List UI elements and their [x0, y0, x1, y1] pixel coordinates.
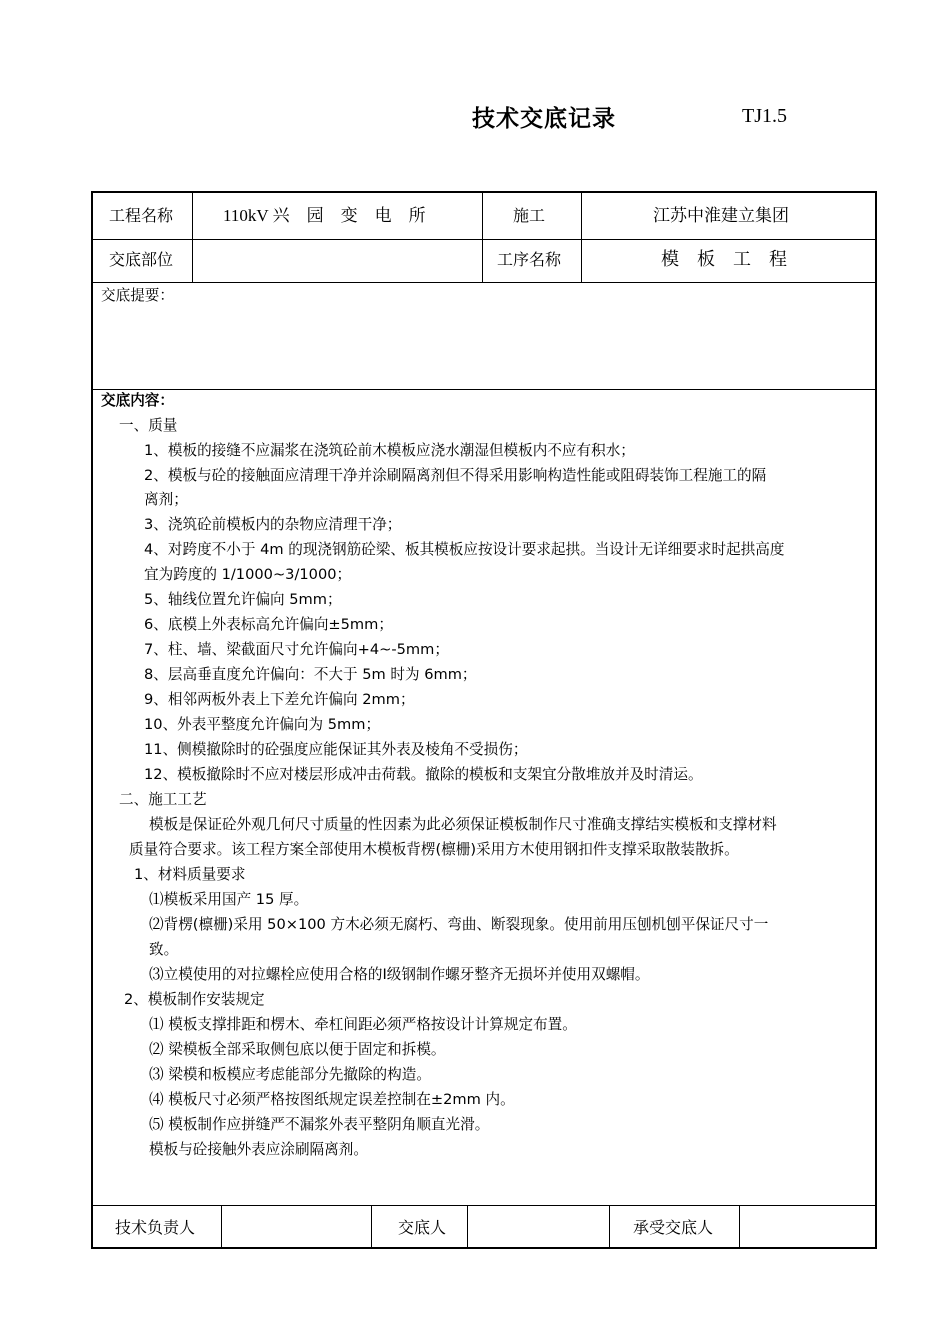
list-item: 3、浇筑砼前模板内的杂物应清理干净； — [144, 516, 402, 533]
project-name-value: 110kV 兴 园 变 电 所 — [223, 206, 426, 225]
list-item: 8、层高垂直度允许偏向：不大于 5m 时为 6mm； — [144, 666, 477, 683]
list-item: 1、模板的接缝不应漏浆在浇筑砼前木模板应浇水潮湿但模板内不应有积水； — [144, 442, 635, 459]
list-item: ⑶立模使用的对拉螺栓应使用合格的Ⅰ级钢制作螺牙整齐无损坏并使用双螺帽。 — [149, 966, 650, 983]
project-name-label: 工程名称 — [109, 206, 174, 225]
content-heading: 交底内容： — [101, 392, 174, 409]
list-item: 质量符合要求。该工程方案全部使用木模板背楞(檩栅)采用方木使用钢扣件支撑采取散装散拆。 — [129, 841, 739, 858]
list-item: ⑵背楞(檩栅)采用 50×100 方木必须无腐朽、弯曲、断裂现象。使用前用压刨机刨平保证尺寸一 — [149, 916, 769, 933]
list-item: 离剂； — [144, 491, 188, 508]
col-divider — [192, 193, 193, 282]
list-item: 宜为跨度的 1/1000~3/1000； — [144, 566, 352, 583]
list-item: 10、外表平整度允许偏向为 5mm； — [144, 716, 381, 733]
col-divider — [482, 193, 483, 282]
col-divider — [467, 1205, 468, 1249]
row-divider — [93, 282, 875, 283]
list-item: 致。 — [149, 941, 179, 958]
briefer-label: 交底人 — [398, 1218, 447, 1237]
list-item: ⑶ 梁模和板模应考虑能部分先撤除的构造。 — [149, 1066, 431, 1083]
list-item: ⑴模板采用国产 15 厚。 — [149, 891, 309, 908]
list-item: ⑴ 模板支撑排距和楞木、牵杠间距必须严格按设计计算规定布置。 — [149, 1016, 577, 1033]
row-divider — [93, 239, 875, 240]
list-item: 4、对跨度不小于 4m 的现浇钢筋砼梁、板其模板应按设计要求起拱。当设计无详细要求时起拱高度 — [144, 541, 785, 558]
tech-lead-label: 技术负责人 — [115, 1218, 196, 1237]
list-item: 2、模板与砼的接触面应清理干净并涂刷隔离剂但不得采用影响构造性能或阻碍装饰工程施工的隔 — [144, 467, 767, 484]
col-divider — [609, 1205, 610, 1249]
list-item: ⑸ 模板制作应拼缝严不漏浆外表平整阴角顺直光滑。 — [149, 1116, 490, 1133]
list-item: 二、施工工艺 — [119, 791, 207, 808]
list-item: 11、侧模撤除时的砼强度应能保证其外表及棱角不受损伤； — [144, 741, 528, 758]
process-label: 工序名称 — [497, 250, 562, 269]
summary-label: 交底提要： — [101, 287, 174, 304]
process-value: 模 板 工 程 — [661, 249, 787, 269]
col-divider — [739, 1205, 740, 1249]
list-item: 1、材料质量要求 — [134, 866, 246, 883]
list-item: 12、模板撤除时不应对楼层形成冲击荷载。撤除的模板和支架宜分散堆放并及时清运。 — [144, 766, 703, 783]
list-item: 5、轴线位置允许偏向 5mm； — [144, 591, 342, 608]
location-label: 交底部位 — [109, 250, 174, 269]
list-item: 2、模板制作安装规定 — [124, 991, 265, 1008]
list-item: 模板是保证砼外观几何尺寸质量的性因素为此必须保证模板制作尺寸准确支撑结实模板和支撑材料 — [149, 816, 777, 833]
col-divider — [371, 1205, 372, 1249]
row-divider — [93, 389, 875, 390]
col-divider — [221, 1205, 222, 1249]
construction-value: 江苏中淮建立集团 — [653, 206, 789, 225]
list-item: 模板与砼接触外表应涂刷隔离剂。 — [149, 1141, 368, 1158]
list-item: 6、底模上外表标高允许偏向±5mm； — [144, 616, 393, 633]
list-item: ⑵ 梁模板全部采取侧包底以便于固定和拆模。 — [149, 1041, 446, 1058]
list-item: ⑷ 模板尺寸必须严格按图纸规定误差控制在±2mm 内。 — [149, 1091, 515, 1108]
document-code: TJ1.5 — [742, 105, 787, 127]
col-divider — [581, 193, 582, 282]
document-title: 技术交底记录 — [472, 106, 616, 132]
record-table — [91, 191, 877, 1249]
list-item: 7、柱、墙、梁截面尺寸允许偏向+4~-5mm； — [144, 641, 449, 658]
row-divider — [93, 1205, 875, 1206]
construction-label: 施工 — [513, 206, 546, 225]
list-item: 9、相邻两板外表上下差允许偏向 2mm； — [144, 691, 415, 708]
list-item: 一、质量 — [119, 417, 178, 434]
receiver-label: 承受交底人 — [633, 1218, 714, 1237]
